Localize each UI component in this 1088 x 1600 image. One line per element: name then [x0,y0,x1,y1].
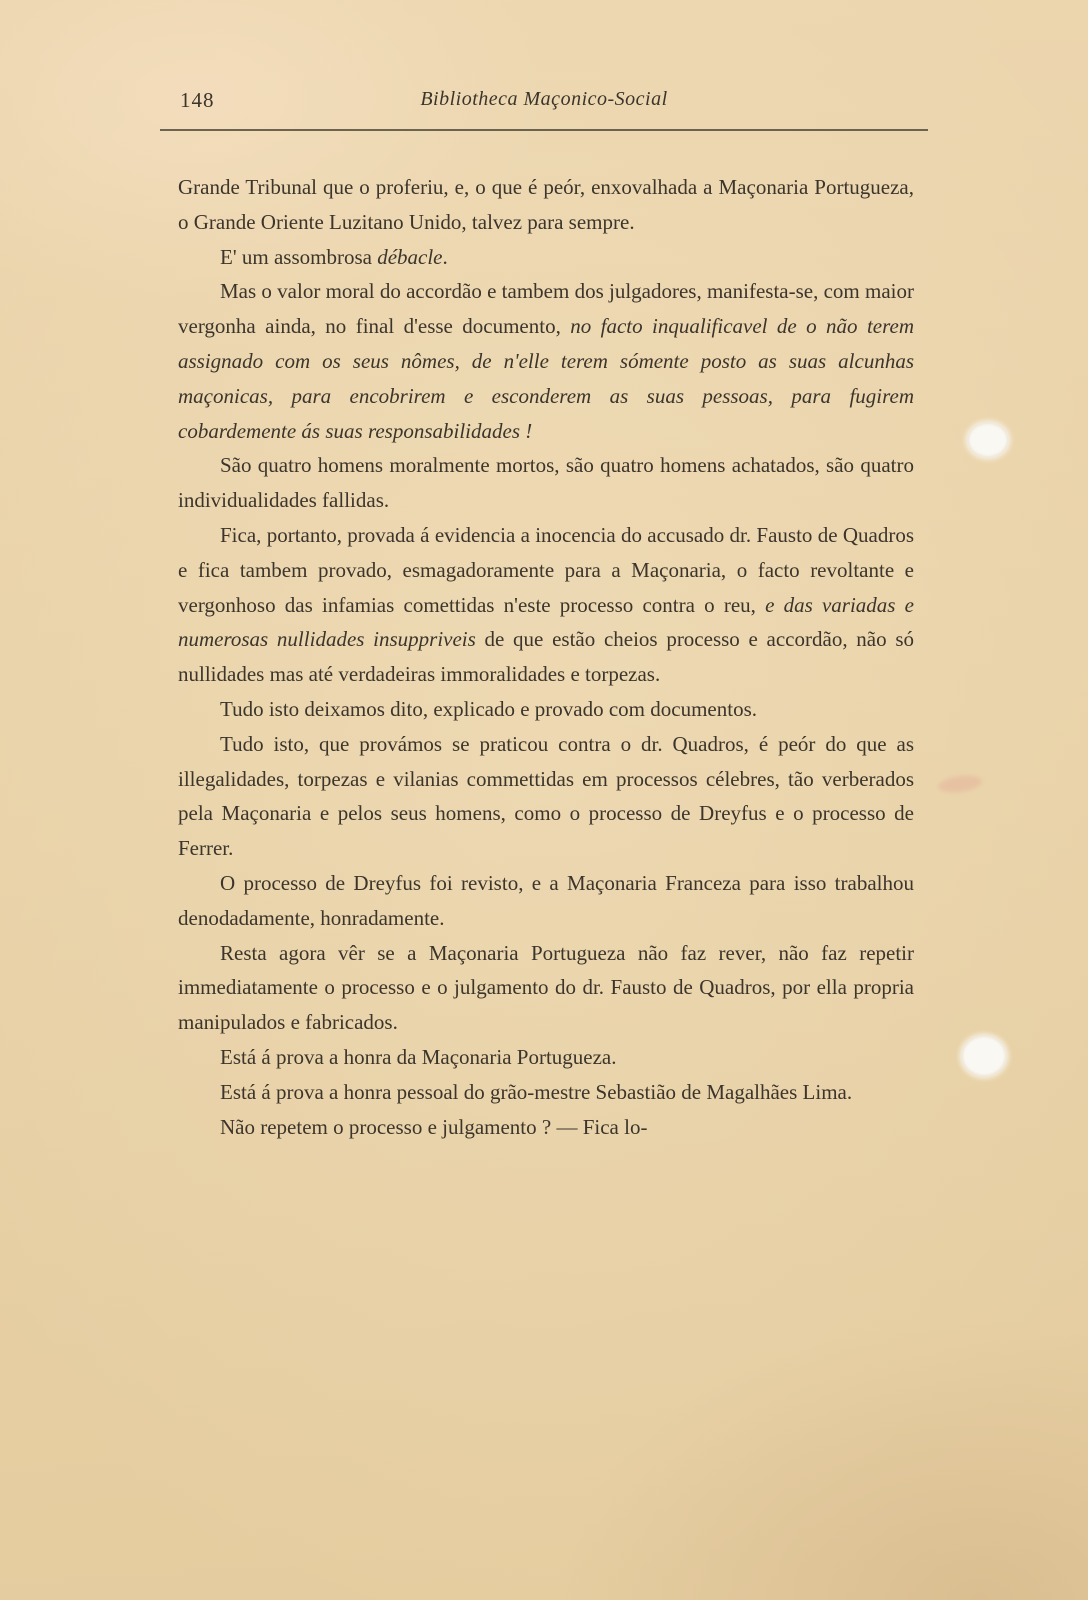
paragraph [178,448,914,518]
paragraph [178,274,914,448]
paragraph [178,936,914,1040]
paragraph [178,1040,914,1075]
text-segment: E' um assombrosa [220,244,378,269]
text-segment: Fica, portanto, provada á evidencia a inocencia do accusado dr. Fausto de Quadros e fica tambem provado, esmagadoramente para a Maçonaria, o facto revoltante e vergonhoso das infamias comettidas n'este processo contra o reu, [178,522,914,617]
text-segment: Mas o valor moral do accordão e tambem dos julgadores, manifesta-se, com maior vergonha ainda, no final d'esse documento, [178,279,914,339]
hole-punch-top [968,423,1008,457]
text-segment: Tudo isto deixamos dito, explicado e provado com documentos. [220,696,757,721]
paragraph [178,1075,914,1110]
paragraph [178,240,914,275]
text-segment: São quatro homens moralmente mortos, são quatro homens achatados, são quatro individualidades fallidas. [178,453,914,513]
italic-text-segment: e das variadas e numerosas nullidades insuppriveis [178,592,914,652]
paragraph [178,1110,914,1145]
text-segment: Está á prova a honra pessoal do grão-mestre Sebastião de Magalhães Lima. [220,1079,853,1104]
italic-text-segment: no facto inqualificavel de o não terem assignado com os seus nômes, de n'elle terem sómente posto as suas alcunhas maçonicas, para encobrirem e esconderem as suas pessoas, para fugirem cobardemente ás suas responsabilidades ! [178,314,914,443]
text-segment: Não repetem o processo e julgamento ? — Fica lo- [220,1114,648,1139]
text-segment: O processo de Dreyfus foi revisto, e a Maçonaria Franceza para isso trabalhou denodadamente, honradamente. [178,870,914,930]
page-number: 148 [180,88,215,112]
paragraph [178,727,914,866]
header-rule [160,129,928,131]
hole-punch-bottom [962,1036,1006,1076]
page-header [160,88,928,118]
paragraph [178,692,914,727]
text-segment: . [442,244,448,269]
text-segment: Tudo isto, que provámos se praticou contra o dr. Quadros, é peór do que as illegalidades, torpezas e vilanias commettidas em processos célebres, tão verberados pela Maçonaria e pelos seus homens, como o processo de Dreyfus e o processo de Ferrer. [178,731,914,861]
text-segment: Resta agora vêr se a Maçonaria Portugueza não faz rever, não faz repetir immediatamente o processo e o julgamento do dr. Fausto de Quadros, por ella propria manipulados e fabricados. [178,940,914,1035]
text-segment: Está á prova a honra da Maçonaria Portugueza. [220,1044,617,1069]
paragraph [178,866,914,936]
running-title: Bibliotheca Maçonico-Social [420,88,668,110]
paragraph [178,518,914,692]
text-segment: Grande Tribunal que o proferiu, e, o que é peór, enxovalhada a Maçonaria Portugueza, o Grande Oriente Luzitano Unido, talvez para sempre. [178,175,914,234]
italic-text-segment: débacle [377,244,443,269]
text-segment: de que estão cheios processo e accordão, não só nullidades mas até verdadeiras immoralidades e torpezas. [178,627,914,687]
text-block [178,170,914,1144]
paragraph [178,170,914,240]
paper-smudge [937,773,983,795]
